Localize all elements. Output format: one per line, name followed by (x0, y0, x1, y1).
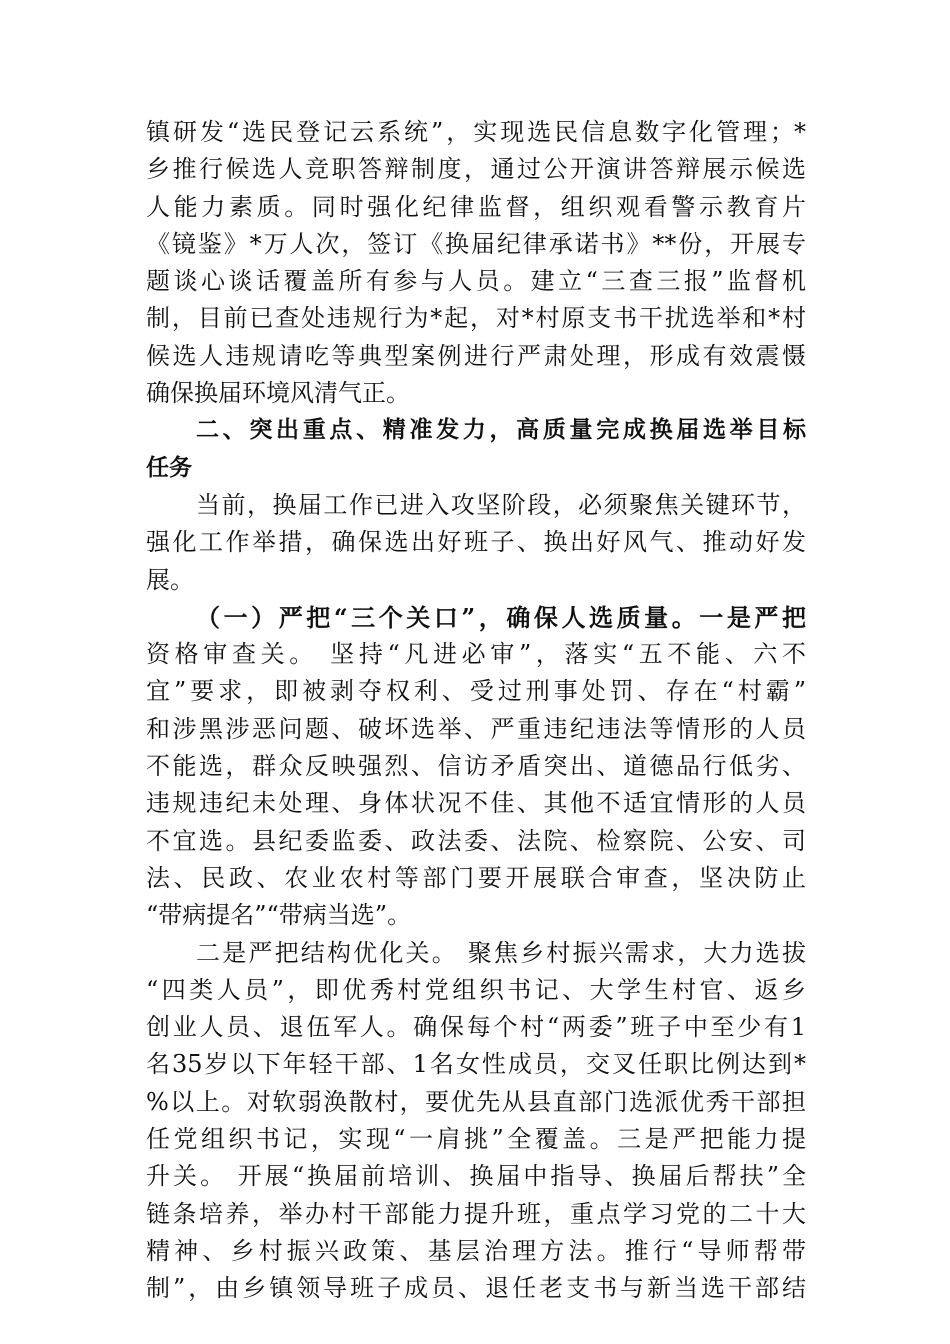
paragraph-structure (146, 935, 806, 1308)
paragraph-qualification (146, 599, 806, 935)
text-line: 宜”要求，即被剥夺权利、受过刑事处罚、存在“村霸” (146, 677, 806, 706)
text-line: 强化工作举措，确保选出好班子、换出好风气、推动好发 (146, 528, 806, 557)
text-line: 创业人员、退伍军人。确保每个村“两委”班子中至少有1 (146, 1013, 806, 1042)
text-line: 展。 (146, 565, 194, 594)
text-line: 精神、乡村振兴政策、基层治理方法。推行“导师帮带 (146, 1236, 806, 1265)
text-line: 制”，由乡镇领导班子成员、退任老支书与新当选干部结 (146, 1274, 806, 1303)
text-line: 法、民政、农业农村等部门要开展联合审查，坚决防止 (146, 863, 806, 892)
text-line: 《镜鉴》*万人次，签订《换届纪律承诺书》**份，开展专 (146, 229, 806, 258)
text-line: 题谈心谈话覆盖所有参与人员。建立“三查三报”监督机 (146, 267, 806, 296)
text-line: 不宜选。县纪委监委、政法委、法院、检察院、公安、司 (146, 826, 806, 855)
text-line: 人能力素质。同时强化纪律监督，组织观看警示教育片 (146, 192, 806, 221)
text-line: 和涉黑涉恶问题、破坏选举、严重违纪违法等情形的人员 (146, 714, 806, 743)
text-line: 名35岁以下年轻干部、1名女性成员，交叉任职比例达到* (146, 1050, 806, 1079)
text-line: 制，目前已查处违规行为*起，对*村原支书干扰选举和*村 (146, 304, 806, 333)
text-line: 候选人违规请吃等典型案例进行严肃处理，形成有效震慑 (146, 341, 806, 370)
text-line: “四类人员”，即优秀村党组织书记、大学生村官、返乡 (146, 975, 806, 1004)
text-line: %以上。对软弱涣散村，要优先从县直部门选派优秀干部担 (146, 1087, 806, 1116)
text-line: 镇研发“选民登记云系统”，实现选民信息数字化管理；* (146, 118, 806, 146)
document-body (146, 114, 806, 1308)
text-line: 违规违纪未处理、身体状况不佳、其他不适宜情形的人员 (146, 789, 806, 818)
text-line: 当前，换届工作已进入攻坚阶段，必须聚焦关键环节， (196, 490, 806, 519)
text-line: 资格审查关。 坚持“凡进必审”，落实“五不能、六不 (146, 640, 806, 669)
text-line: “带病提名”“带病当选”。 (146, 901, 412, 930)
heading-line: 任务 (146, 454, 192, 481)
text-line: 升关。 开展“换届前培训、换届中指导、换届后帮扶”全 (146, 1162, 806, 1191)
text-line: 乡推行候选人竞职答辩制度，通过公开演讲答辩展示候选 (146, 155, 806, 184)
text-line: 确保换届环境风清气正。 (146, 379, 410, 408)
subheading-line: （一）严把“三个关口”，确保人选质量。一是严把 (196, 602, 806, 632)
text-line: 任党组织书记，实现“一肩挑”全覆盖。三是严把能力提 (146, 1125, 806, 1154)
text-line: 二是严把结构优化关。 聚焦乡村振兴需求，大力选拔 (196, 938, 806, 967)
text-line: 链条培养，举办村干部能力提升班，重点学习党的二十大 (146, 1199, 806, 1228)
paragraph-supervision (146, 114, 806, 412)
text-line: 不能选，群众反映强烈、信访矛盾突出、道德品行低劣、 (146, 752, 806, 781)
section-heading (146, 412, 806, 487)
heading-line: 二、突出重点、精准发力，高质量完成换届选举目标 (196, 417, 806, 444)
paragraph-intro (146, 487, 806, 599)
